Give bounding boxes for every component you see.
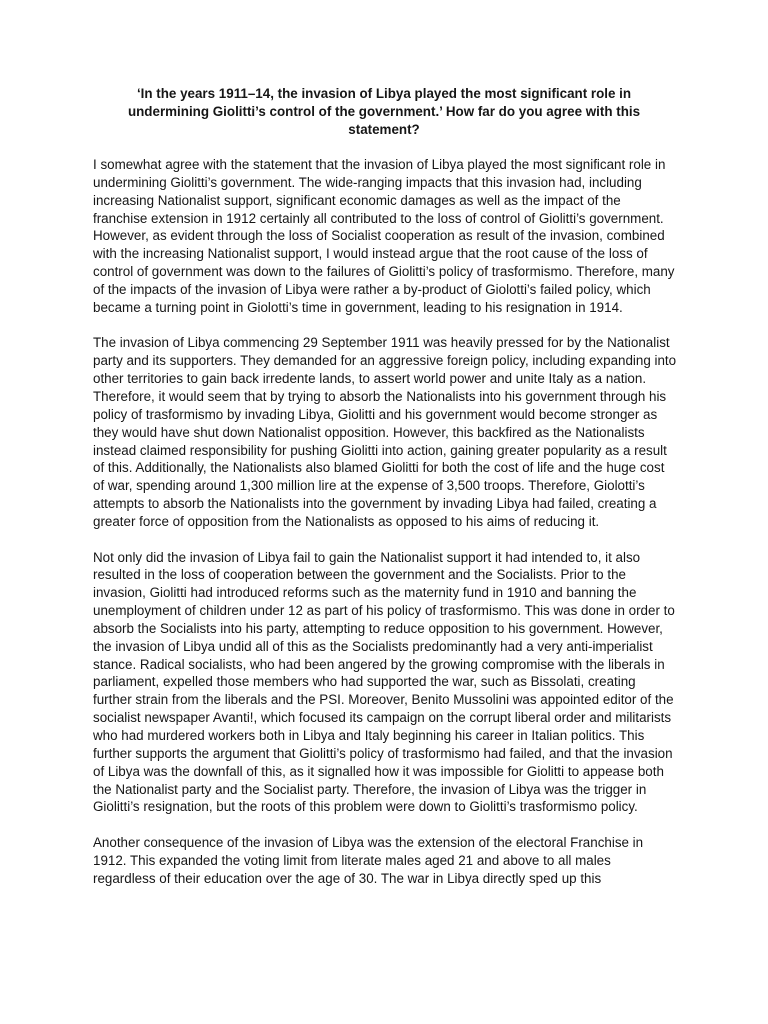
essay-body — [93, 156, 677, 905]
paragraph-nationalists: The invasion of Libya commencing 29 September 1911 was heavily pressed for by the Nationalist party and its supporters. They demanded for an aggressive foreign policy, including expanding into other territories to gain back irredente lands, to assert world power and unite Italy as a nation. Therefore, it would seem that by trying to absorb the Nationalists into his government through his policy of trasformismo by invading Libya, Giolitti and his government would become stronger as they would have shut down Nationalist opposition. However, this backfired as the Nationalists instead claimed responsibility for pushing Giolitti into action, gaining greater popularity as a result of this. Additionally, the Nationalists also blamed Giolitti for both the cost of life and the huge cost of war, spending around 1,300 million lire at the expense of 3,500 troops. Therefore, Giolotti’s attempts to absorb the Nationalists into the government by invading Libya had failed, creating a greater force of opposition from the Nationalists as opposed to his aims of reducing it. — [93, 335, 677, 529]
paragraph-introduction: I somewhat agree with the statement that the invasion of Libya played the most significant role in undermining Giolitti’s government. The wide-ranging impacts that this invasion had, including increasing Nationalist support, significant economic damages as well as the impact of the franchise extension in 1912 certainly all contributed to the loss of control of Giolitti’s government. However, as evident through the loss of Socialist cooperation as result of the invasion, combined with the increasing Nationalist support, I would instead argue that the root cause of the loss of control of government was down to the failures of Giolitti’s policy of trasformismo. Therefore, many of the impacts of the invasion of Libya were rather a by-product of Giolotti’s failed policy, which became a turning point in Giolotti’s time in government, leading to his resignation in 1914. — [93, 157, 675, 315]
paragraph-franchise: Another consequence of the invasion of Libya was the extension of the electoral Franchise in 1912. This expanded the voting limit from literate males aged 21 and above to all males regardless of their education over the age of 30. The war in Libya directly sped up this — [93, 835, 644, 886]
essay-question-heading: ‘In the years 1911–14, the invasion of Libya played the most significant role in undermining Giolitti’s control of the government.’ How far do you agree with this statement? — [127, 86, 641, 137]
paragraph-socialists: Not only did the invasion of Libya fail to gain the Nationalist support it had intended to, it also resulted in the loss of cooperation between the government and the Socialists. Prior to the invasion, Giolitti had introduced reforms such as the maternity fund in 1910 and banning the unemployment of children under 12 as part of his policy of trasformismo. This was done in order to absorb the Socialists into his party, attempting to reduce opposition to his government. However, the invasion of Libya undid all of this as the Socialists predominantly had a very anti-imperialist stance. Radical socialists, who had been angered by the growing compromise with the liberals in parliament, expelled those members who had supported the war, such as Bissolati, creating further strain from the liberals and the PSI. Moreover, Benito Mussolini was appointed editor of the socialist newspaper Avanti!, which focused its campaign on the corrupt liberal order and militarists who had murdered workers both in Libya and Italy beginning his career in Italian politics. This further supports the argument that Giolitti’s policy of trasformismo had failed, and that the invasion of Libya was the downfall of this, as it signalled how it was impossible for Giolitti to appease both the Nationalist party and the Socialist party. Therefore, the invasion of Libya was the trigger in Giolitti’s resignation, but the roots of this problem were down to Giolitti’s trasformismo policy. — [93, 549, 675, 815]
